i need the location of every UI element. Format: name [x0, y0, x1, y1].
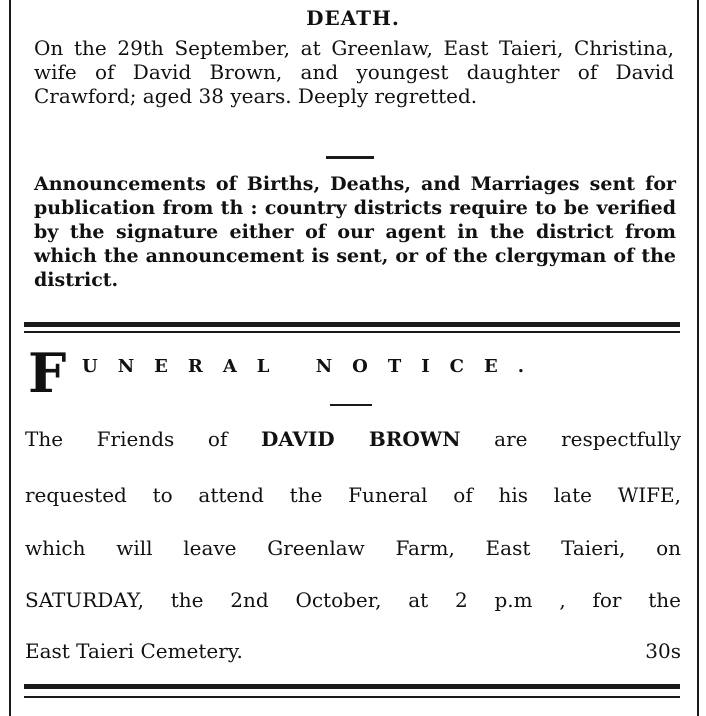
cemetery-text: East Taieri Cemetery. — [25, 639, 243, 663]
funeral-heading-initial: F — [28, 341, 67, 405]
upper-thin-rule — [24, 331, 680, 333]
funeral-line-2-emphasis: WIFE, — [617, 483, 681, 507]
deceased-husband-name: DAVID BROWN — [260, 427, 461, 451]
funeral-line-2 — [25, 482, 681, 508]
funeral-line-1-end: are respectfully — [494, 427, 682, 451]
advert-price: 30s — [645, 639, 681, 663]
publication-notice-text: Announcements of Births, Deaths, and Marriages sent for publication from th : country districts require to be verified by the signature either of our agent in the district from which the announcement is sent, or of the clergyman of the district. — [34, 173, 676, 291]
left-column-rule — [9, 0, 11, 716]
right-column-rule — [697, 0, 699, 716]
funeral-line-5 — [25, 638, 681, 664]
death-notice-text: On the 29th September, at Greenlaw, East Taieri, Christina, wife of David Brown, and youngest daughter of David Crawford; aged 38 years. Deeply regretted. — [34, 36, 674, 108]
funeral-heading-rest: UNERAL NOTICE. — [82, 356, 544, 377]
lower-thick-rule — [24, 684, 680, 689]
funeral-line-4-rest: the 2nd October, at 2 p.m , for the — [170, 588, 682, 612]
funeral-notice-heading — [28, 341, 688, 405]
section-divider — [326, 156, 374, 159]
funeral-line-4 — [25, 587, 681, 613]
funeral-line-1 — [25, 426, 681, 452]
funeral-line-1-start: The Friends of — [25, 427, 228, 451]
lower-thin-rule — [24, 696, 680, 698]
funeral-day: SATURDAY, — [25, 588, 144, 612]
funeral-divider — [330, 404, 372, 406]
funeral-line-3: which will leave Greenlaw Farm, East Taieri, on — [25, 536, 681, 560]
upper-thick-rule — [24, 322, 680, 327]
funeral-line-2-start: requested to attend the Funeral of his late — [25, 483, 592, 507]
death-heading: DEATH. — [306, 6, 400, 30]
